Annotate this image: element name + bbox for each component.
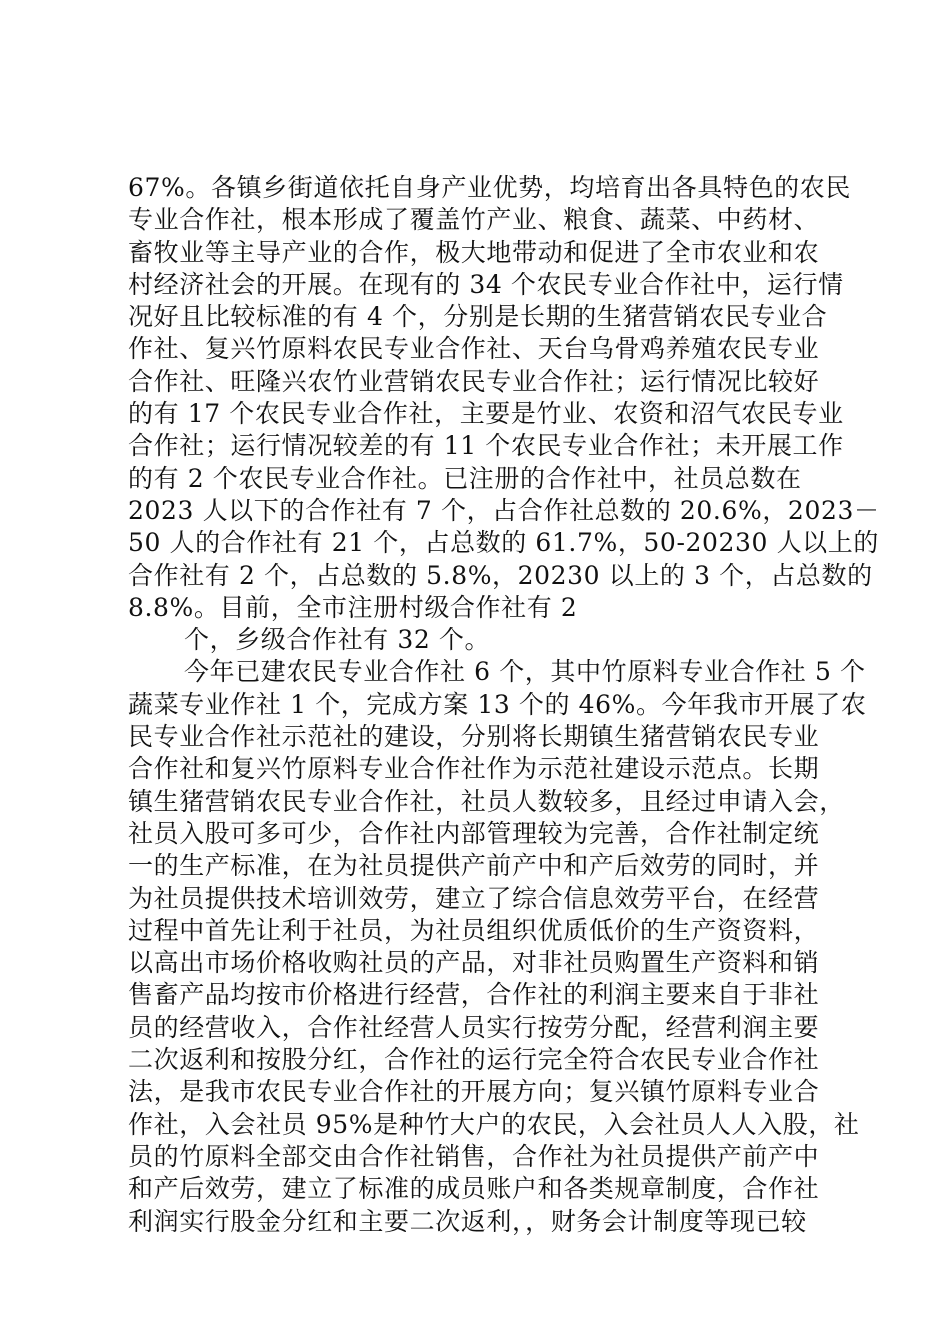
text-line: 社员入股可多可少，合作社内部管理较为完善，合作社制定统 [128,818,820,848]
text-line: 67%。各镇乡街道依托自身产业优势，均培育出各具特色的农民 [128,173,851,202]
text-line: 二次返利和按股分红，合作社的运行完全符合农民专业合作社 [128,1045,820,1075]
text-line: 民专业合作社示范社的建设，分别将长期镇生猪营销农民专业 [128,722,820,752]
text-line: 和产后效劳，建立了标准的成员账户和各类规章制度，合作社 [128,1174,820,1204]
text-line: 的有 2 个农民专业合作社。已注册的合作社中，社员总数在 [128,463,802,493]
text-line: 合作社和复兴竹原料专业合作社作为示范社建设示范点。长期 [128,754,820,784]
paragraph-start: 今年已建农民专业合作社 6 个，其中竹原料专业合作社 5 个 [184,657,866,687]
text-line: 蔬菜专业作社 1 个，完成方案 13 个的 46%。今年我市开展了农 [128,689,867,719]
text-line: 况好且比较标准的有 4 个，分别是长期的生猪营销农民专业合 [128,302,828,332]
text-line: 法，是我市农民专业合作社的开展方向；复兴镇竹原料专业合 [128,1077,820,1107]
text-line: 的有 17 个农民专业合作社，主要是竹业、农资和沼气农民专业 [128,399,844,429]
text-line: 利润实行股金分红和主要二次返利，，财务会计制度等现已较 [128,1206,807,1236]
text-line: 合作社、旺隆兴农竹业营销农民专业合作社；运行情况比较好 [128,366,820,396]
text-line: 2023 人以下的合作社有 7 个，占合作社总数的 20.6%，2023－ [128,495,880,525]
text-line: 员的竹原料全部交由合作社销售，合作社为社员提供产前产中 [128,1141,820,1171]
text-line: 一的生产标准，在为社员提供产前产中和产后效劳的同时，并 [128,851,820,881]
text-line: 合作社；运行情况较差的有 11 个农民专业合作社；未开展工作 [128,431,844,461]
text-line: 作社、复兴竹原料农民专业合作社、天台乌骨鸡养殖农民专业 [128,334,820,364]
body-text [128,172,880,1238]
text-line: 8.8%。目前，全市注册村级合作社有 2 [128,592,578,622]
text-line: 合作社有 2 个，占总数的 5.8%，20230 以上的 3 个，占总数的 [128,560,873,590]
text-line: 作社，入会社员 95%是种竹大户的农民，入会社员人人入股，社 [128,1109,860,1139]
text-line: 专业合作社，根本形成了覆盖竹产业、粮食、蔬菜、中药材、 [128,205,820,235]
text-line: 员的经营收入，合作社经营人员实行按劳分配，经营利润主要 [128,1012,820,1042]
text-line: 个，乡级合作社有 32 个。 [184,625,491,655]
text-line: 为社员提供技术培训效劳，建立了综合信息效劳平台，在经营 [128,883,820,913]
text-line: 售畜产品均按市价格进行经营，合作社的利润主要来自于非社 [128,980,820,1010]
text-line: 过程中首先让利于社员，为社员组织优质低价的生产资资料， [128,915,820,945]
text-line: 以高出市场价格收购社员的产品，对非社员购置生产资料和销 [128,948,820,978]
text-line: 50 人的合作社有 21 个，占总数的 61.7%，50-20230 人以上的 [128,528,879,558]
text-line: 村经济社会的开展。在现有的 34 个农民专业合作社中，运行情 [128,269,844,299]
text-line: 畜牧业等主导产业的合作，极大地带动和促进了全市农业和农 [128,237,820,267]
text-line: 镇生猪营销农民专业合作社，社员人数较多，且经过申请入会， [128,786,845,816]
